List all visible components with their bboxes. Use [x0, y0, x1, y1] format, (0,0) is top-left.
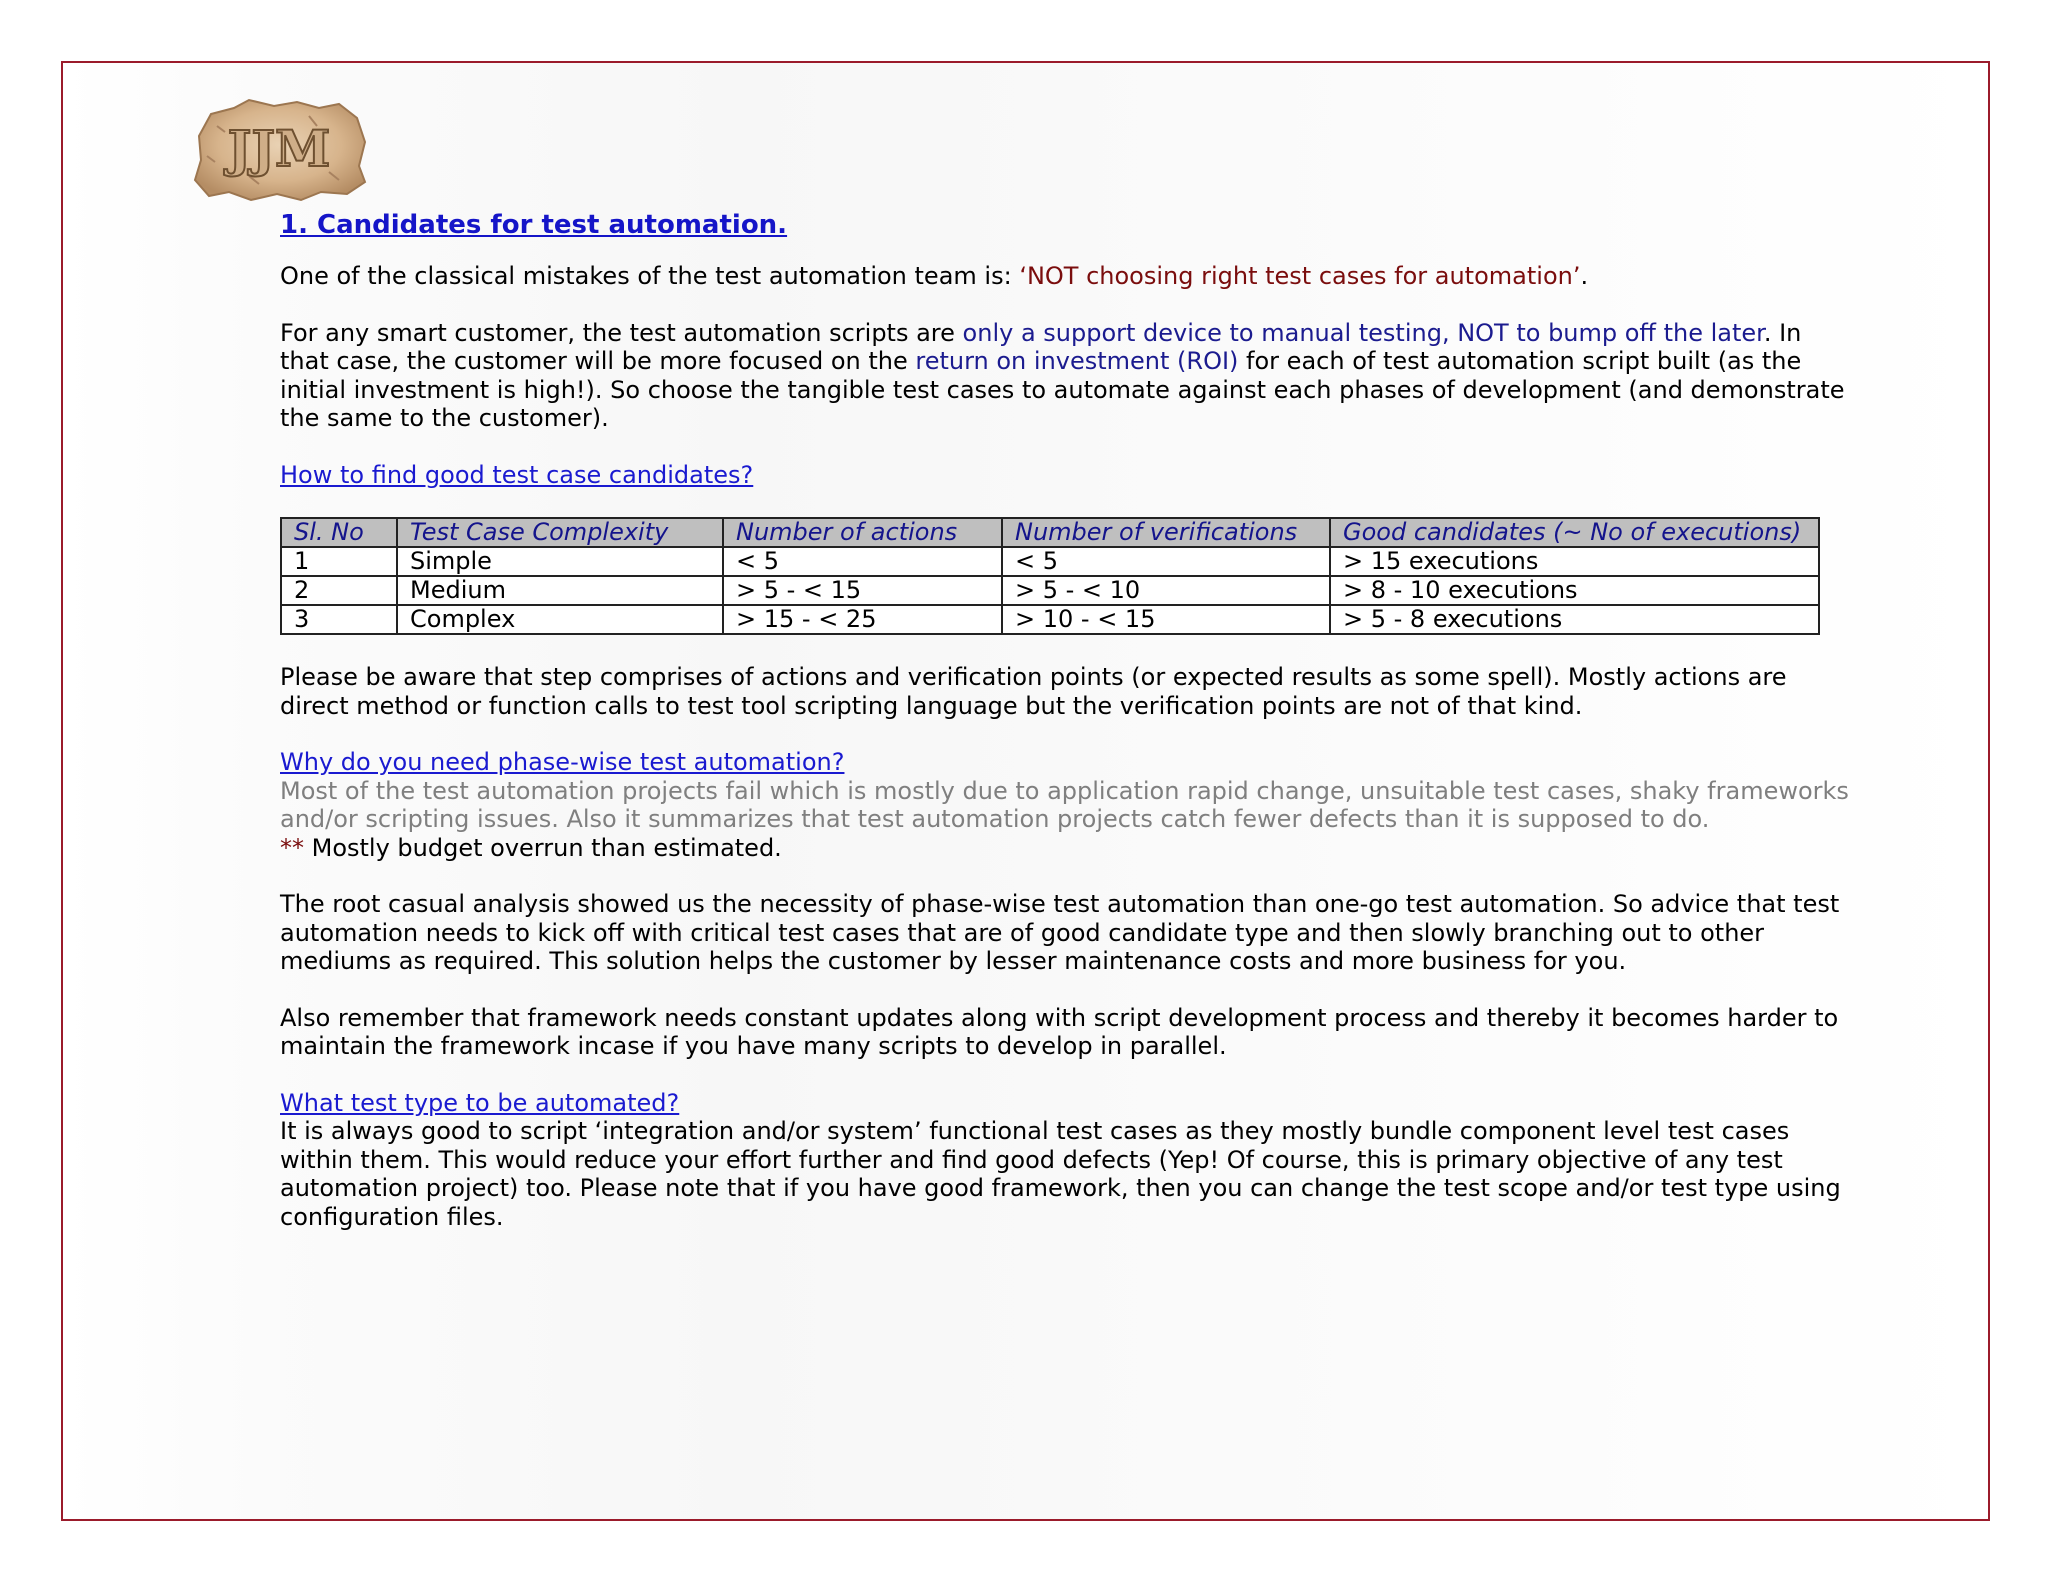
table-header-row — [281, 518, 1819, 547]
analysis-paragraph: The root casual analysis showed us the necessity of phase-wise test automation than one-go test automation. So advice that test automation needs to kick off with critical test cases that are of good candidate type and then slowly branching out to other mediums as required. This solution helps the customer by lesser maintenance costs and more business for you. — [280, 890, 1840, 975]
table-cell: < 5 — [1002, 547, 1330, 576]
jjm-logo — [189, 96, 369, 204]
table-cell: 2 — [281, 576, 397, 605]
steps-paragraph: Please be aware that step comprises of actions and verification points (or expected results as some spell). Mostly actions are direct method or function calls to test tool scripting language but the verification points are not of that kind. — [280, 663, 1787, 720]
link-test-type[interactable]: What test type to be automated? — [280, 1088, 680, 1117]
table-cell: > 5 - < 15 — [723, 576, 1002, 605]
table-cell: 3 — [281, 605, 397, 634]
intro-quote: ‘NOT choosing right test cases for automation’ — [1019, 262, 1581, 290]
table-row — [281, 576, 1819, 605]
budget-note — [280, 834, 1850, 863]
table-cell: > 5 - 8 executions — [1330, 605, 1819, 634]
intro-text: One of the classical mistakes of the test automation team is: — [280, 262, 1020, 290]
table-header: Test Case Complexity — [397, 518, 723, 547]
svg-text:JJM: JJM — [227, 119, 331, 178]
table-cell: Simple — [397, 547, 723, 576]
link-find-candidates[interactable]: How to find good test case candidates? — [280, 460, 754, 489]
table-cell: > 10 - < 15 — [1002, 605, 1330, 634]
table-header: Number of verifications — [1002, 518, 1330, 547]
document-body — [280, 205, 1850, 1231]
note-marker: ** — [280, 833, 304, 862]
roi-paragraph — [280, 319, 1850, 433]
table-header: Sl. No — [281, 518, 397, 547]
roi-text-3: for each of test automation script built (as the initial investment is high!). So choose the tangible test cases to automate against each phases of development (and demonstrate the same to the customer). — [280, 347, 1845, 432]
link-phase-wise[interactable]: Why do you need phase-wise test automation? — [280, 748, 845, 776]
roi-text-1: For any smart customer, the test automation scripts are — [280, 318, 963, 347]
table-cell: > 5 - < 10 — [1002, 576, 1330, 605]
table-cell: Complex — [397, 605, 723, 634]
roi-text-2: . In that case, the customer will be more focused on the — [280, 318, 1802, 375]
table-cell: > 15 - < 25 — [723, 605, 1002, 634]
table-cell: < 5 — [723, 547, 1002, 576]
table-row — [281, 605, 1819, 634]
roi-highlight-2: return on investment (ROI) — [915, 347, 1239, 375]
table-cell: > 8 - 10 executions — [1330, 576, 1819, 605]
intro-suffix: . — [1580, 262, 1589, 290]
test-type-paragraph: It is always good to script ‘integration and/or system’ functional test cases as they mostly bundle component level test cases within them. This would reduce your effort further and find good defects (Yep! Of course, this is primary objective of any test automation project) too. Please note that if you have good framework, then you can change the test scope and/or test type using configuration files. — [280, 1117, 1841, 1231]
candidates-table — [280, 517, 1820, 635]
intro-paragraph — [280, 262, 1850, 291]
table-cell: Medium — [397, 576, 723, 605]
framework-paragraph: Also remember that framework needs constant updates along with script development process and thereby it becomes harder to maintain the framework incase if you have many scripts to develop in parallel. — [280, 1003, 1839, 1060]
roi-highlight-1: only a support device to manual testing, NOT to bump off the later — [962, 318, 1764, 347]
table-header: Good candidates (~ No of executions) — [1330, 518, 1819, 547]
table-cell: 1 — [281, 547, 397, 576]
section-heading: 1. Candidates for test automation. — [280, 210, 788, 240]
failure-paragraph: Most of the test automation projects fail which is mostly due to application rapid change, unsuitable test cases, shaky frameworks and/or scripting issues. Also it summarizes that test automation projects catch fewer defects than it is supposed to do. — [280, 776, 1849, 833]
note-text: Mostly budget overrun than estimated. — [304, 833, 782, 862]
table-cell: > 15 executions — [1330, 547, 1819, 576]
table-row — [281, 547, 1819, 576]
table-header: Number of actions — [723, 518, 1002, 547]
